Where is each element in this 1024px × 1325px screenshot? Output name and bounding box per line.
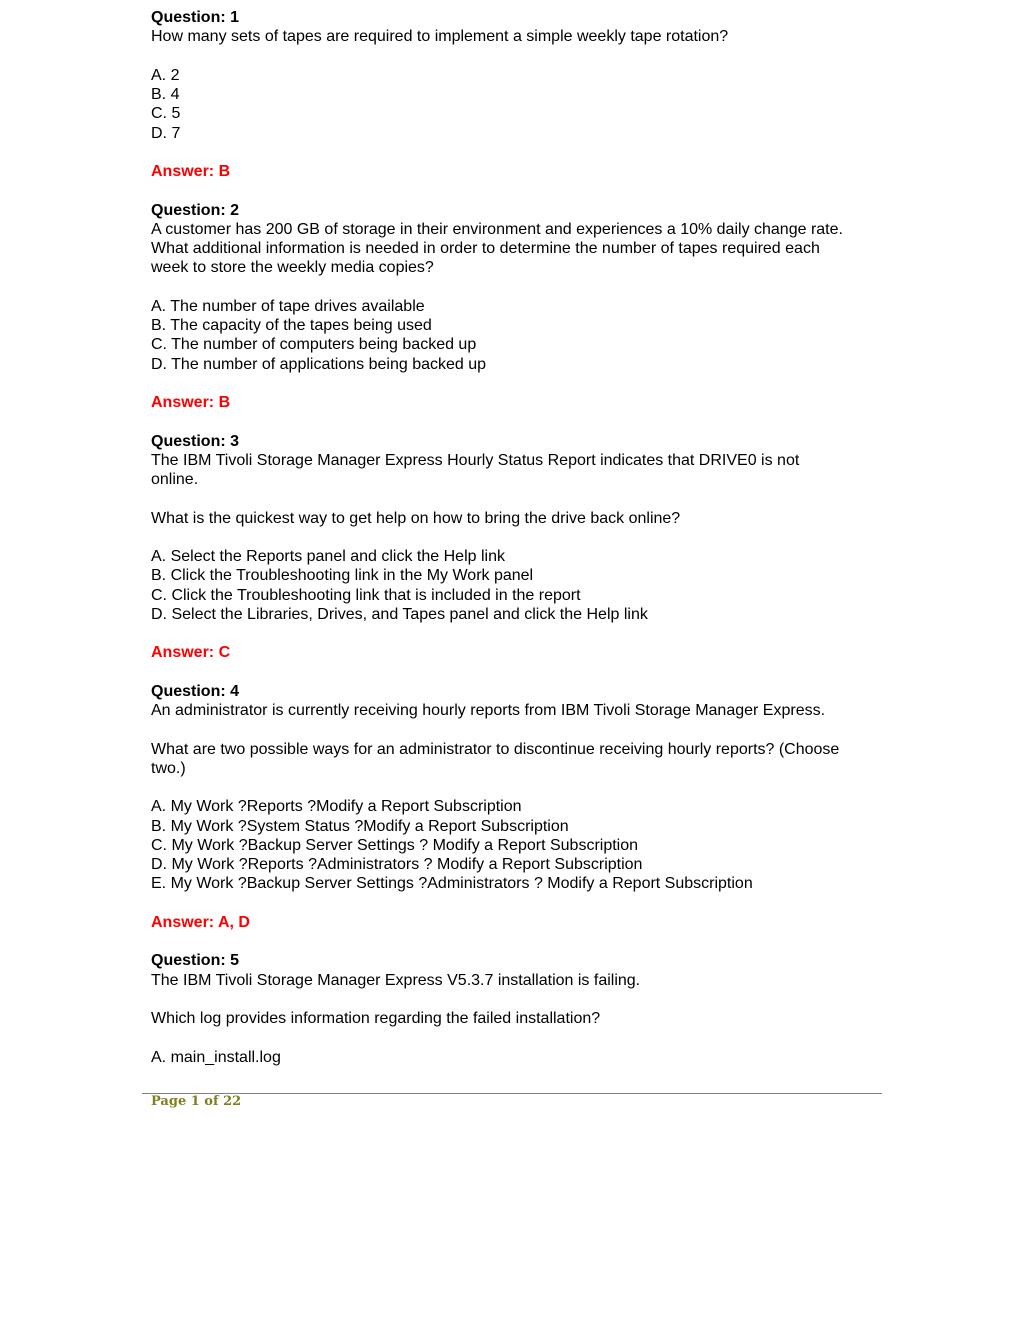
question-title: Question: 2: [151, 201, 240, 219]
option: B. My Work ?System Status ?Modify a Report Subscription: [151, 817, 569, 835]
option: D. The number of applications being backed up: [151, 355, 487, 373]
footer-divider: [142, 1093, 882, 1094]
question-text: The IBM Tivoli Storage Manager Express V5.3.7 installation is failing.: [151, 971, 641, 989]
question-text: Which log provides information regarding the failed installation?: [151, 1010, 601, 1027]
question-title: Question: 4: [151, 682, 240, 700]
question-text: An administrator is currently receiving hourly reports from IBM Tivoli Storage Manager Express.: [151, 702, 826, 719]
option: A. main_install.log: [151, 1048, 281, 1066]
option: B. Click the Troubleshooting link in the My Work panel: [151, 567, 534, 585]
option: D. Select the Libraries, Drives, and Tapes panel and click the Help link: [151, 605, 648, 623]
answer-label: Answer: A, D: [151, 913, 250, 931]
option: C. My Work ?Backup Server Settings ? Modify a Report Subscription: [151, 836, 639, 854]
option: A. My Work ?Reports ?Modify a Report Subscription: [151, 798, 522, 816]
option: B. 4: [151, 86, 180, 103]
option: A. 2: [151, 66, 180, 84]
question-title: Question: 5: [151, 952, 240, 970]
answer-label: Answer: B: [151, 394, 231, 411]
question-text: How many sets of tapes are required to implement a simple weekly tape rotation?: [151, 28, 729, 46]
question-title: Question: 3: [151, 432, 240, 450]
option: E. My Work ?Backup Server Settings ?Administrators ? Modify a Report Subscription: [151, 875, 753, 893]
option: D. My Work ?Reports ?Administrators ? Modify a Report Subscription: [151, 856, 643, 873]
option: D. 7: [151, 124, 181, 142]
answer-label: Answer: B: [151, 163, 231, 180]
page-number: Page 1 of 22: [151, 1094, 242, 1109]
option: C. Click the Troubleshooting link that is included in the report: [151, 586, 581, 604]
option: C. 5: [151, 105, 181, 123]
option: C. The number of computers being backed up: [151, 336, 477, 354]
question-block: [151, 682, 881, 952]
question-text: What are two possible ways for an administrator to discontinue receiving hourly reports? (Choose two.): [151, 740, 844, 777]
question-block: [151, 432, 881, 682]
question-block: [151, 201, 881, 432]
document-page: [151, 8, 881, 1067]
option: A. The number of tape drives available: [151, 297, 425, 315]
question-block: [151, 8, 881, 201]
option: A. Select the Reports panel and click the Help link: [151, 548, 505, 565]
question-block: [151, 951, 881, 1067]
answer-label: Answer: C: [151, 644, 231, 662]
question-title: Question: 1: [151, 9, 240, 26]
question-text: The IBM Tivoli Storage Manager Express Hourly Status Report indicates that DRIVE0 is not online.: [151, 451, 804, 488]
option: B. The capacity of the tapes being used: [151, 317, 432, 334]
question-text: What is the quickest way to get help on how to bring the drive back online?: [151, 509, 681, 527]
question-text: A customer has 200 GB of storage in their environment and experiences a 10% daily change rate. What additional information is needed in order to determine the number of tapes required each week to store the weekly media copies?: [151, 220, 848, 277]
